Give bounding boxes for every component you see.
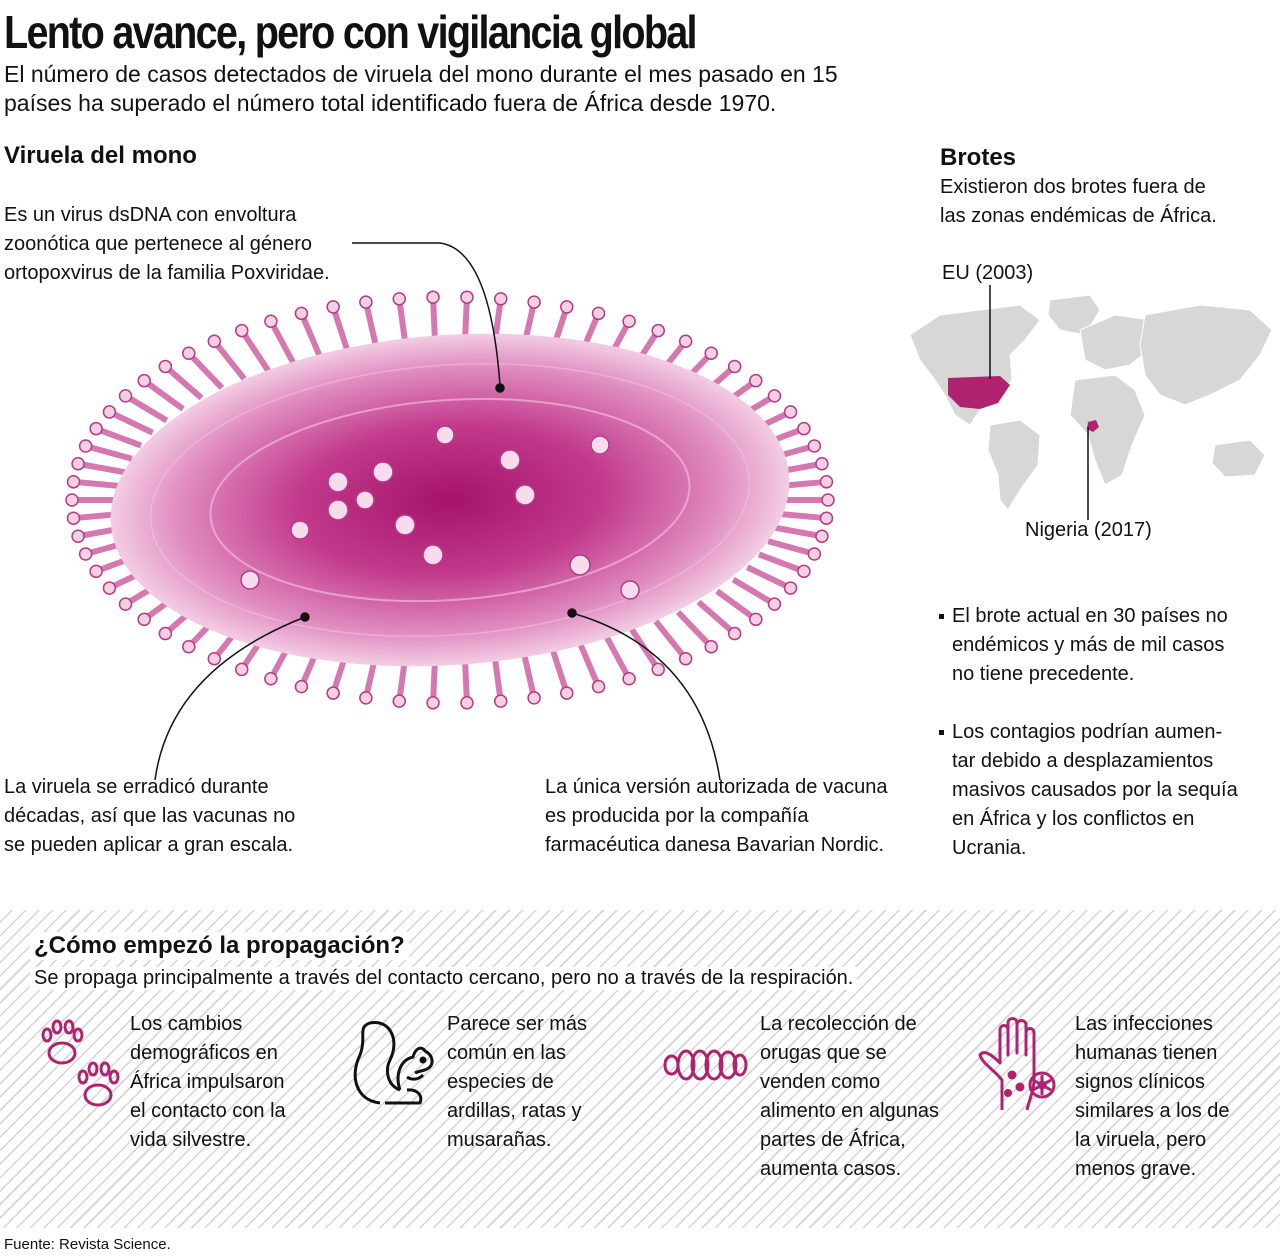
- item-line: similares a los de: [1075, 1100, 1230, 1122]
- virus-spike-tip: [183, 641, 195, 653]
- virus-spike-tip: [236, 663, 248, 675]
- virus-spike-tip: [90, 423, 102, 435]
- item-line: África impulsaron: [130, 1071, 285, 1093]
- virus-spike-tip: [816, 530, 828, 542]
- spread-title: ¿Cómo empezó la propagación?: [30, 932, 409, 960]
- note-line: es producida por la compañía: [545, 805, 809, 827]
- virus-spike-tip: [822, 494, 834, 506]
- virus-spike: [632, 629, 658, 669]
- virus-spike: [74, 482, 122, 486]
- virus-spike-tip: [138, 613, 150, 625]
- south-america: [988, 420, 1040, 510]
- virus-spike-tip: [90, 565, 102, 577]
- item-line: común en las: [447, 1042, 566, 1064]
- virus-spike: [301, 313, 320, 357]
- virus-spike-tip: [729, 628, 741, 640]
- virus-note-left: [4, 773, 295, 860]
- bullet-line: tar debido a desplazamientos: [952, 750, 1214, 772]
- intro-line: las zonas endémicas de África.: [940, 205, 1217, 227]
- outbreaks-title: Brotes: [940, 144, 1017, 171]
- virus-spike-tip: [680, 335, 692, 347]
- bullet-line: El brote actual en 30 países no: [952, 605, 1228, 627]
- virus-spike: [109, 412, 152, 433]
- item-line: aumenta casos.: [760, 1158, 902, 1180]
- note-line: La única versión autorizada de vacuna: [545, 776, 888, 798]
- virus-spike: [366, 302, 377, 349]
- item-line: La recolección de: [760, 1013, 917, 1035]
- virus-spike-tip: [593, 681, 605, 693]
- item-line: ardillas, ratas y: [447, 1100, 582, 1122]
- world-map: [900, 285, 1275, 520]
- virus-spike-tip: [495, 293, 507, 305]
- outbreaks-intro: [940, 173, 1217, 231]
- virus-spike-tip: [798, 565, 810, 577]
- bullet-item: [936, 602, 1276, 689]
- virus-spike: [242, 331, 268, 371]
- spread-item-1: [130, 1010, 286, 1155]
- virus-spike-tip: [808, 440, 820, 452]
- virus-spike-tip: [265, 673, 277, 685]
- virus-spike: [580, 643, 599, 687]
- item-line: vida silvestre.: [130, 1129, 252, 1151]
- virus-spike: [144, 381, 183, 409]
- virus-spike: [552, 647, 567, 693]
- virus-spike-tip: [393, 695, 405, 707]
- item-line: demográficos en: [130, 1042, 278, 1064]
- virus-spike-tip: [461, 291, 473, 303]
- bullet-line: masivos causados por la sequía: [952, 779, 1238, 801]
- item-line: Las infecciones: [1075, 1013, 1213, 1035]
- spread-item-4: [1075, 1010, 1230, 1184]
- item-line: orugas que se: [760, 1042, 887, 1064]
- virus-spike: [126, 396, 167, 421]
- subheadline: El número de casos detectados de viruela del mono durante el mes pasado en 15 países ha superado el número total identificado fuera de África desde 1970.: [4, 61, 838, 116]
- source-credit: Fuente: Revista Science.: [4, 1236, 171, 1253]
- virus-spike: [96, 429, 141, 446]
- bullet-item: [936, 718, 1276, 863]
- virus-spike-tip: [103, 582, 115, 594]
- note-line: décadas, así que las vacunas no: [4, 805, 296, 827]
- virus-spike-tip: [138, 375, 150, 387]
- item-line: Los cambios: [130, 1013, 243, 1035]
- bullet-line: Ucrania.: [952, 837, 1027, 859]
- virus-spike-tip: [295, 307, 307, 319]
- virus-spike-tip: [327, 687, 339, 699]
- paw-prints-icon: [30, 1015, 125, 1115]
- virus-spike: [333, 307, 348, 353]
- virus-spike: [717, 591, 756, 619]
- virus-spike: [214, 341, 244, 379]
- virus-spike: [768, 541, 814, 554]
- squirrel-icon: [345, 1015, 440, 1115]
- spread-item-3: [760, 1010, 939, 1184]
- virus-spike: [678, 612, 711, 647]
- bullet-line: Los contagios podrían aumen-: [952, 721, 1223, 743]
- virus-spike-tip: [265, 315, 277, 327]
- virus-section-title: Viruela del mono: [4, 142, 197, 169]
- virus-spike-tip: [66, 494, 78, 506]
- virus-spike-tip: [750, 375, 762, 387]
- virus-spike-tip: [159, 360, 171, 372]
- australia: [1212, 440, 1265, 477]
- monkeypox-virus-illustration: [0, 200, 930, 820]
- virus-note-right: [545, 773, 887, 860]
- virus-spike-tip: [750, 613, 762, 625]
- virus-spike-tip: [159, 628, 171, 640]
- virus-spike-tip: [652, 663, 664, 675]
- virus-spike-tip: [623, 315, 635, 327]
- item-line: alimento en algunas: [760, 1100, 940, 1122]
- item-line: el contacto con la: [130, 1100, 286, 1122]
- virus-spike-tip: [393, 293, 405, 305]
- virus-spike: [523, 651, 534, 698]
- virus-spike-tip: [327, 301, 339, 313]
- item-line: menos grave.: [1075, 1158, 1197, 1180]
- map-label-us: EU (2003): [942, 262, 1034, 284]
- item-line: la viruela, pero: [1075, 1129, 1207, 1151]
- headline: Lento avance, pero con vigilancia global: [4, 6, 696, 58]
- usa-highlight: [948, 376, 1010, 409]
- virus-spike-tip: [705, 641, 717, 653]
- outbreak-bullets: [936, 602, 1276, 892]
- virus-spike-tip: [68, 476, 80, 488]
- note-line: Es un virus dsDNA con envoltura: [4, 204, 297, 226]
- virus-spike-tip: [120, 390, 132, 402]
- virus-spike-tip: [120, 598, 132, 610]
- intro-line: Existieron dos brotes fuera de: [940, 176, 1206, 198]
- virus-spike-tip: [360, 296, 372, 308]
- asia: [1140, 305, 1272, 405]
- virus-spike-tip: [798, 423, 810, 435]
- item-line: partes de África,: [760, 1129, 906, 1151]
- virus-spike-tip: [561, 301, 573, 313]
- virus-spike-tip: [80, 440, 92, 452]
- virus-spike: [86, 446, 132, 459]
- virus-spike-tip: [680, 653, 692, 665]
- virus-spike-tip: [360, 692, 372, 704]
- virus-spike: [606, 636, 629, 678]
- virus-spike-tip: [427, 291, 439, 303]
- virus-spike-tip: [808, 548, 820, 560]
- virus-spike-tip: [208, 335, 220, 347]
- virus-spike-tip: [72, 458, 84, 470]
- virus-spike: [699, 602, 735, 634]
- virus-spike-tip: [183, 347, 195, 359]
- spread-intro: Se propaga principalmente a través del contacto cercano, pero no a través de la respiración.: [30, 967, 857, 990]
- virus-spike-tip: [528, 296, 540, 308]
- virus-spike-tip: [528, 692, 540, 704]
- infected-hand-icon: [972, 1015, 1067, 1115]
- item-line: Parece ser más: [447, 1013, 588, 1035]
- virus-spike: [78, 464, 125, 473]
- virus-spike: [271, 321, 294, 363]
- virus-spike-tip: [72, 530, 84, 542]
- item-line: musarañas.: [447, 1129, 552, 1151]
- virus-spike-tip: [785, 582, 797, 594]
- virus-spike-tip: [768, 598, 780, 610]
- virus-spike: [775, 528, 822, 537]
- note-line: ortopoxvirus de la familia Poxviridae.: [4, 262, 330, 284]
- virus-spike-tip: [705, 347, 717, 359]
- virus-spike-tip: [80, 548, 92, 560]
- virus-spike-tip: [495, 695, 507, 707]
- virus-spike-tip: [816, 458, 828, 470]
- virus-spike: [747, 567, 790, 588]
- virus-spike-tip: [208, 653, 220, 665]
- virus-spike-tip: [236, 325, 248, 337]
- note-line: farmacéutica danesa Bavarian Nordic.: [545, 834, 885, 856]
- virus-spike-tip: [561, 687, 573, 699]
- note-line: se pueden aplicar a gran escala.: [4, 834, 294, 856]
- virus-spike-tip: [820, 512, 832, 524]
- bullet-line: no tiene precedente.: [952, 663, 1135, 685]
- note-line: zoonótica que pertenece al género: [4, 233, 313, 255]
- virus-spike-tip: [103, 406, 115, 418]
- item-line: venden como: [760, 1071, 881, 1093]
- virus-spike: [759, 554, 804, 571]
- virus-spike-tip: [593, 307, 605, 319]
- virus-spike-tip: [623, 673, 635, 685]
- spread-item-2: [447, 1010, 587, 1155]
- map-label-nigeria: Nigeria (2017): [1025, 519, 1152, 541]
- africa: [1070, 375, 1145, 485]
- virus-spike: [189, 353, 222, 388]
- item-line: signos clínicos: [1075, 1071, 1206, 1093]
- virus-spike-tip: [461, 697, 473, 709]
- virus-spike-tip: [729, 360, 741, 372]
- virus-spike: [733, 579, 774, 604]
- virus-spike-tip: [768, 390, 780, 402]
- bullet-line: en África y los conflictos en: [952, 808, 1195, 830]
- virus-spike: [779, 514, 827, 518]
- virus-spike: [656, 621, 686, 659]
- item-line: especies de: [447, 1071, 554, 1093]
- virus-spike-tip: [427, 697, 439, 709]
- note-line: La viruela se erradicó durante: [4, 776, 269, 798]
- bullet-line: endémicos y más de mil casos: [952, 634, 1225, 656]
- virus-spike: [165, 366, 201, 398]
- virus-spike-tip: [785, 406, 797, 418]
- virus-spike-tip: [820, 476, 832, 488]
- item-line: humanas tienen: [1075, 1042, 1218, 1064]
- virus-spike-tip: [295, 681, 307, 693]
- virus-spike-tip: [68, 512, 80, 524]
- virus-spike-tip: [652, 325, 664, 337]
- caterpillar-icon: [660, 1045, 750, 1085]
